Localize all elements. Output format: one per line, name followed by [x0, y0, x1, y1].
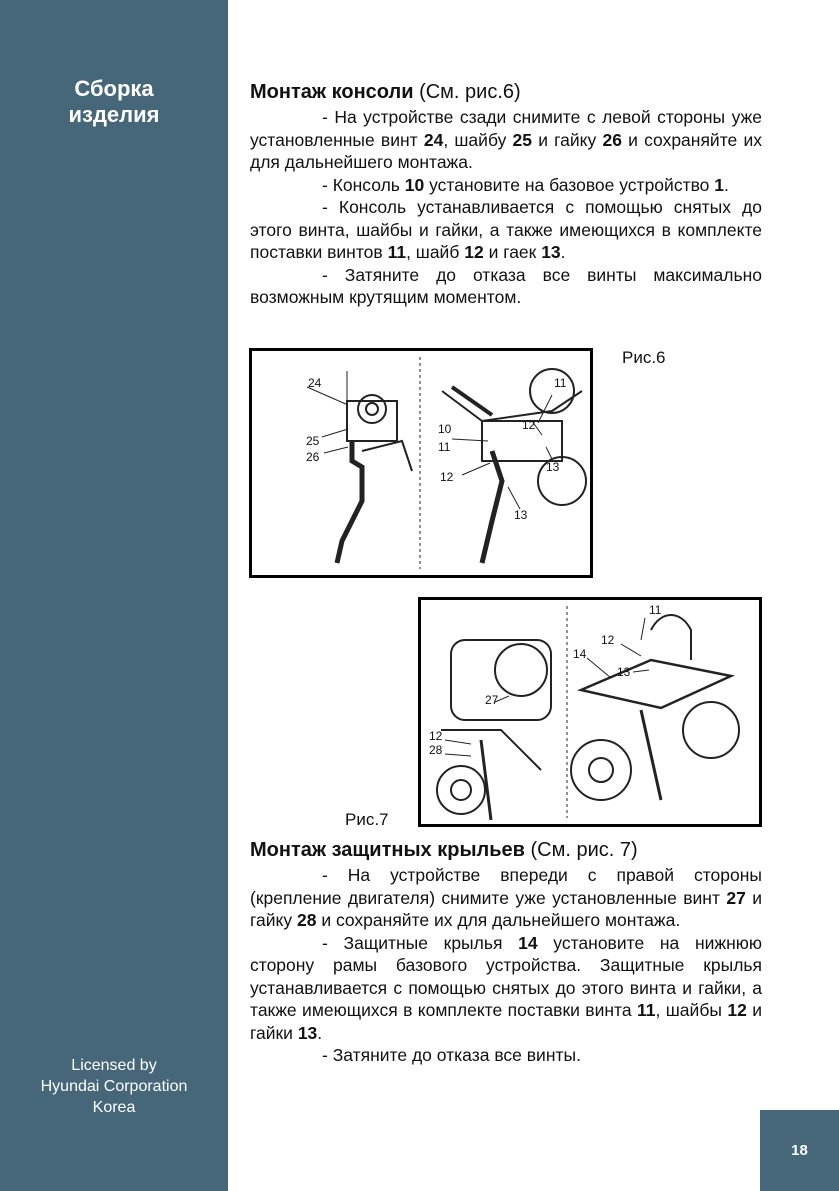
- paragraph: - На устройстве сзади снимите с левой стороны уже установленные винт 24, шайбу 25 и гайку 26 и сохраняйте их для дальнейшего монтажа.: [250, 107, 762, 172]
- callout-24: 24: [308, 376, 322, 390]
- callout-26: 26: [306, 450, 320, 464]
- license-note: [0, 1055, 228, 1118]
- section-heading: [250, 838, 762, 862]
- callout-13: 13: [546, 460, 560, 474]
- figure-6-illustration: [249, 348, 593, 578]
- section-heading: [250, 80, 762, 104]
- heading-title: Монтаж консоли: [250, 81, 414, 103]
- license-line: Hyundai Corporation: [40, 1078, 188, 1095]
- callout-28: 28: [429, 743, 443, 757]
- callout-25: 25: [306, 434, 320, 448]
- callout-12: 12: [440, 470, 454, 484]
- figure-7-illustration: [418, 597, 762, 827]
- paragraph: - Защитные крылья 14 установите на нижнюю сторону рамы базового устройства. Защитные крылья устанавливается с помощью снятых до этого винта и гайки, а также имеющихся в комплекте поставки винта 11, шайбы 12 и гайки 13.: [250, 932, 763, 1043]
- figure-reference: (См. рис.6): [419, 81, 521, 103]
- paragraph: - На устройстве впереди с правой стороны (крепление двигателя) снимите уже установленные винт 27 и гайку 28 и сохраняйте их для дальнейшего монтажа.: [250, 865, 763, 930]
- page-number-box: [760, 1110, 839, 1191]
- section-title: [0, 76, 228, 128]
- license-line: Korea: [92, 1099, 136, 1116]
- console-assembly-drawing: [252, 351, 590, 575]
- paragraph: - Консоль 10 установите на базовое устройство 1.: [322, 174, 729, 195]
- callout-27: 27: [485, 693, 499, 707]
- section-title-line: изделия: [68, 102, 160, 127]
- paragraph: - Затяните до отказа все винты максимально возможным крутящим моментом.: [250, 264, 762, 307]
- section-fender-mounting: [250, 838, 762, 1067]
- license-line: Licensed by: [71, 1057, 157, 1074]
- callout-12: 12: [601, 633, 615, 647]
- page-number: 18: [791, 1142, 808, 1159]
- paragraph: - Консоль устанавливается с помощью снятых до этого винта, шайбы и гайки, а также имеющихся в комплекте поставки винтов 11, шайб 12 и гаек 13.: [250, 197, 762, 262]
- callout-12: 12: [522, 418, 536, 432]
- figure-6-label: Рис.6: [622, 348, 666, 367]
- fender-assembly-drawing: [421, 600, 759, 824]
- figure-reference: (См. рис. 7): [530, 839, 638, 861]
- section-title-line: Сборка: [74, 76, 154, 101]
- callout-10: 10: [438, 422, 452, 436]
- sidebar: [0, 0, 228, 1191]
- callout-11: 11: [554, 376, 567, 390]
- callout-13: 13: [514, 508, 528, 522]
- figure-7-label: Рис.7: [345, 810, 389, 829]
- section-console-mounting: [250, 80, 762, 309]
- callout-13: 13: [617, 665, 631, 679]
- heading-title: Монтаж защитных крыльев: [250, 839, 525, 861]
- callout-12: 12: [429, 729, 443, 743]
- callout-11: 11: [649, 603, 662, 617]
- callout-14: 14: [573, 647, 587, 661]
- callout-11: 11: [438, 440, 451, 454]
- paragraph: - Затяните до отказа все винты.: [322, 1045, 581, 1065]
